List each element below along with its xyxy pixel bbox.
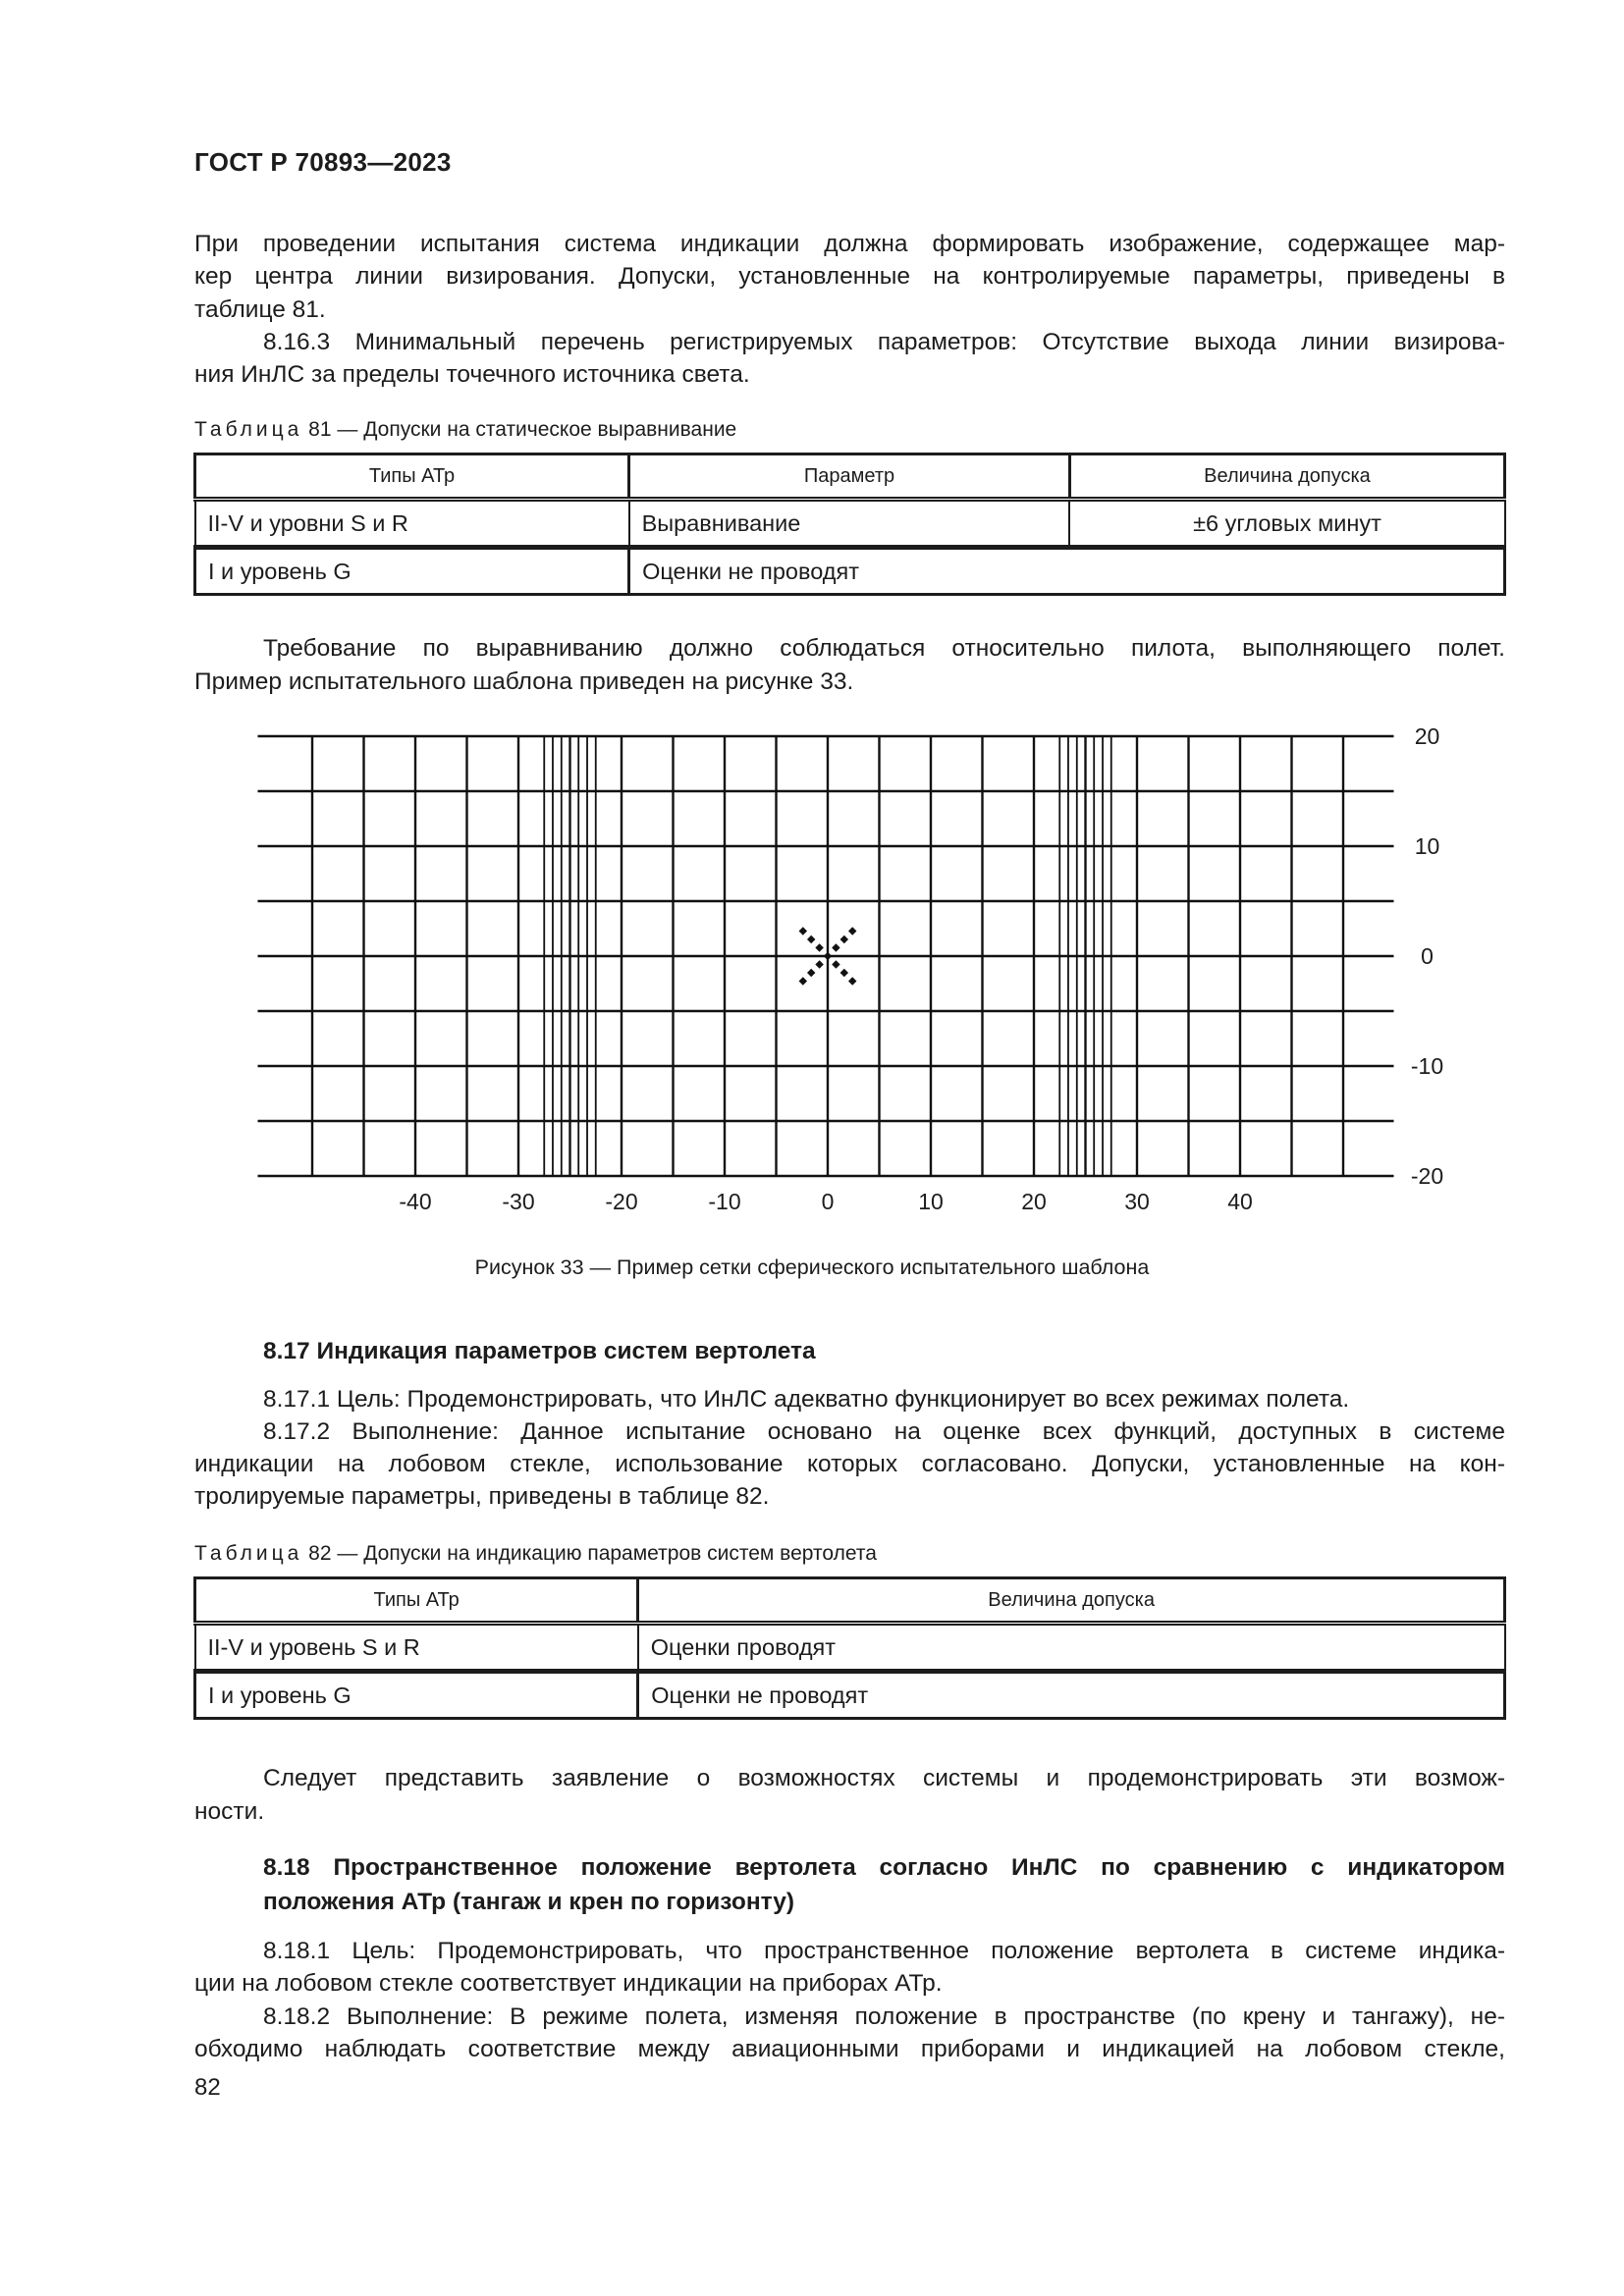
table-cell: Оценки не проводят xyxy=(629,548,1505,595)
y-tick-label: -20 xyxy=(1410,1163,1444,1189)
paragraph-line: кер центра линии визирования. Допуски, установленные на контролируемые параметры, приведены в xyxy=(194,263,1505,290)
section-8-18-heading: 8.18 Пространственное положение вертолета согласно ИнЛС по сравнению с индикатором xyxy=(263,1854,1505,1881)
paragraph-line: таблице 81. xyxy=(194,296,326,323)
paragraph-line: ции на лобовом стекле соответствует индикации на приборах АТр. xyxy=(194,1970,943,1997)
column-header: Типы АТр xyxy=(195,454,629,500)
table-cell: ±6 угловых минут xyxy=(1069,500,1504,548)
clause-8-16-3: 8.16.3 Минимальный перечень регистрируемых параметров: Отсутствие выхода линии визирова- xyxy=(263,329,1505,355)
table-cell: II-V и уровень S и R xyxy=(195,1624,638,1672)
document-id-header: ГОСТ Р 70893—2023 xyxy=(194,147,452,177)
y-tick-label: 0 xyxy=(1421,943,1434,969)
table-cell: II-V и уровни S и R xyxy=(195,500,629,548)
y-tick-label: 20 xyxy=(1414,723,1440,749)
table-82 xyxy=(193,1576,1506,1720)
center-marker-dot xyxy=(815,960,823,968)
table-caption-text: 82 — Допуски на индикацию параметров систем вертолета xyxy=(302,1542,877,1565)
center-marker-dot xyxy=(824,952,832,960)
figure-33-caption: Рисунок 33 — Пример сетки сферического испытательного шаблона xyxy=(474,1255,1150,1279)
paragraph-line: Пример испытательного шаблона приведен на рисунке 33. xyxy=(194,668,854,695)
clause-8-18-1: 8.18.1 Цель: Продемонстрировать, что пространственное положение вертолета в системе индика- xyxy=(263,1938,1505,1964)
paragraph-line: При проведении испытания система индикации должна формировать изображение, содержащее мар- xyxy=(194,231,1505,257)
x-tick-label: -20 xyxy=(605,1189,638,1214)
section-8-18-heading-cont: положения АТр (тангаж и крен по горизонту) xyxy=(263,1889,795,1915)
center-marker-dot xyxy=(848,977,856,985)
column-header: Типы АТр xyxy=(195,1578,638,1624)
x-tick-label: 40 xyxy=(1227,1189,1253,1214)
x-tick-label: 0 xyxy=(821,1189,835,1214)
clause-8-17-1: 8.17.1 Цель: Продемонстрировать, что ИнЛС адекватно функционирует во всех режимах полета. xyxy=(263,1386,1350,1413)
section-8-17-heading: 8.17 Индикация параметров систем вертолета xyxy=(263,1338,816,1364)
clause-8-17-2: 8.17.2 Выполнение: Данное испытание основано на оценке всех функций, доступных в системе xyxy=(263,1418,1505,1445)
paragraph-line: индикации на лобовом стекле, использование которых согласовано. Допуски, установленные на кон- xyxy=(194,1451,1505,1477)
center-marker-dot xyxy=(832,943,839,951)
x-tick-label: 10 xyxy=(918,1189,944,1214)
paragraph-line: тролируемые параметры, приведены в таблице 82. xyxy=(194,1483,770,1510)
paragraph-line: ности. xyxy=(194,1798,265,1825)
center-marker-dot xyxy=(832,960,839,968)
column-header: Параметр xyxy=(629,454,1070,500)
table-caption-prefix: Таблица xyxy=(194,1542,303,1565)
table-cell: Оценки проводят xyxy=(638,1624,1505,1672)
page-number: 82 xyxy=(194,2074,221,2101)
table-caption-text: 81 — Допуски на статическое выравнивание xyxy=(302,418,737,441)
paragraph-line: Следует представить заявление о возможностях системы и продемонстрировать эти возмож- xyxy=(263,1765,1505,1791)
center-marker-dot xyxy=(840,969,848,977)
center-marker-dot xyxy=(807,935,815,943)
center-marker-dot xyxy=(848,927,856,934)
y-tick-label: -10 xyxy=(1410,1053,1444,1079)
paragraph-line: обходимо наблюдать соответствие между авиационными приборами и индикацией на лобовом стекле, xyxy=(194,2036,1505,2062)
y-tick-label: 10 xyxy=(1414,833,1440,859)
center-marker-dot xyxy=(815,943,823,951)
table-cell: I и уровень G xyxy=(195,548,629,595)
paragraph-line: Требование по выравниванию должно соблюдаться относительно пилота, выполняющего полет. xyxy=(263,635,1505,662)
x-tick-label: -10 xyxy=(708,1189,741,1214)
table-row xyxy=(195,1624,1505,1672)
clause-8-18-2: 8.18.2 Выполнение: В режиме полета, изменяя положение в пространстве (по крену и тангажу), не- xyxy=(263,2003,1505,2030)
table-82-caption xyxy=(194,1540,877,1568)
column-header: Величина допуска xyxy=(1069,454,1504,500)
x-tick-label: 20 xyxy=(1021,1189,1047,1214)
table-cell: I и уровень G xyxy=(195,1672,638,1719)
center-marker-dot xyxy=(807,969,815,977)
column-header: Величина допуска xyxy=(638,1578,1505,1624)
table-cell: Оценки не проводят xyxy=(638,1672,1505,1719)
table-cell: Выравнивание xyxy=(629,500,1070,548)
table-row xyxy=(195,1672,1505,1719)
x-tick-label: -40 xyxy=(399,1189,432,1214)
center-marker-dot xyxy=(840,935,848,943)
table-caption-prefix: Таблица xyxy=(194,418,303,441)
center-marker-dot xyxy=(799,927,807,934)
paragraph-line: ния ИнЛС за пределы точечного источника света. xyxy=(194,361,750,388)
x-tick-label: 30 xyxy=(1124,1189,1150,1214)
table-header-row xyxy=(195,1578,1505,1624)
x-tick-label: -30 xyxy=(502,1189,535,1214)
center-marker-dot xyxy=(799,977,807,985)
